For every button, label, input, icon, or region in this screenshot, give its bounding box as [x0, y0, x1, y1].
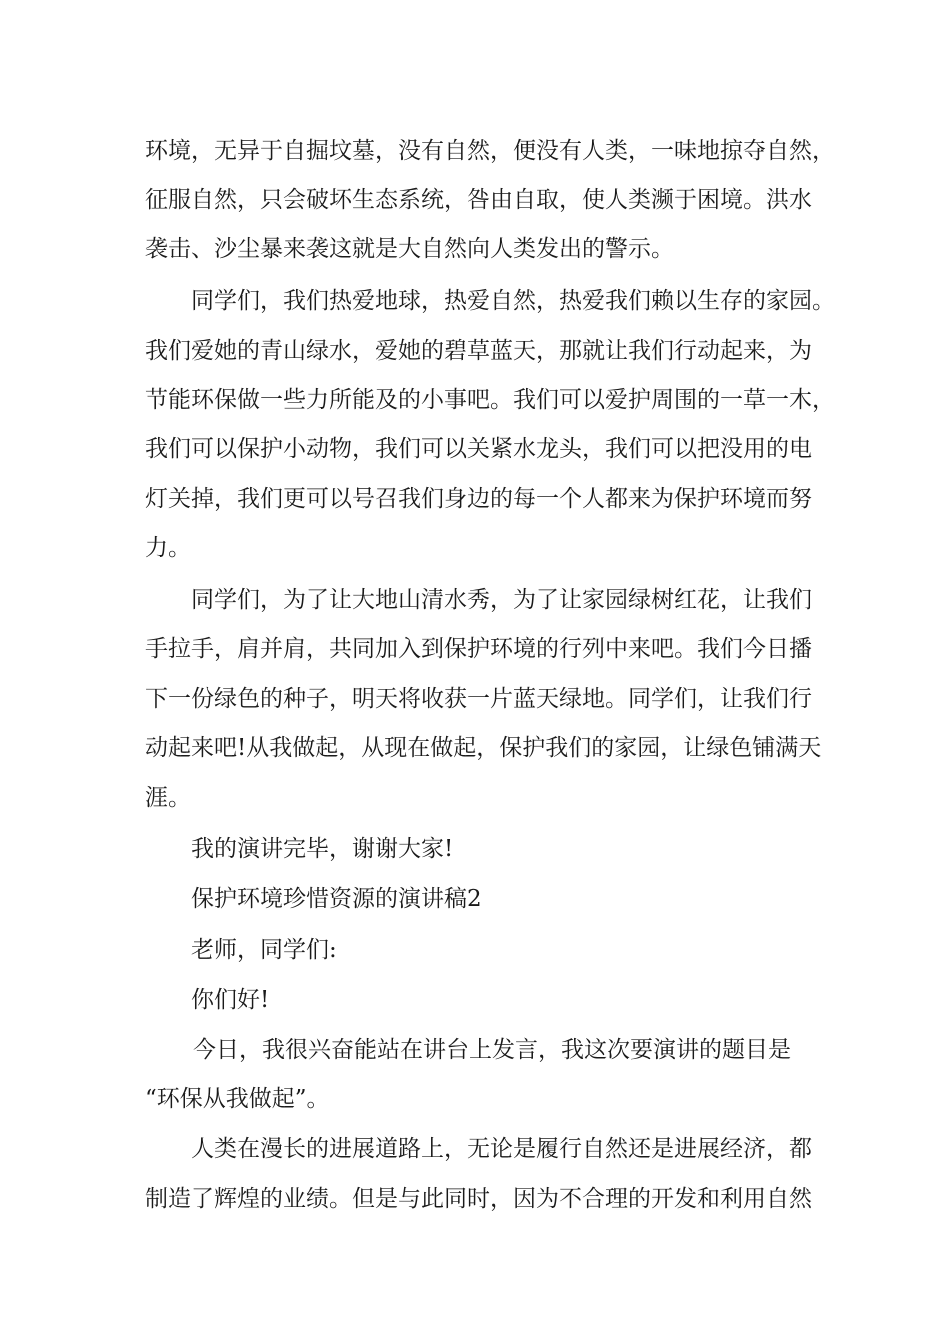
- text-line: 灯关掉，我们更可以号召我们身边的每一个人都来为保护环境而努: [145, 486, 812, 512]
- text-line: 征服自然，只会破坏生态系统，咎由自取，使人类濒于困境。洪水: [145, 187, 812, 213]
- text-line: 动起来吧!从我做起，从现在做起，保护我们的家园，让绿色铺满天: [145, 735, 822, 761]
- text-line: 袭击、沙尘暴来袭这就是大自然向人类发出的警示。: [145, 236, 674, 262]
- salutation: 老师，同学们:: [191, 937, 337, 963]
- text-line: 节能环保做一些力所能及的小事吧。我们可以爱护周围的一草一木，: [145, 387, 835, 413]
- text-line: 同学们，我们热爱地球，热爱自然，热爱我们赖以生存的家园。: [191, 288, 835, 314]
- text-line: 环境，无异于自掘坟墓，没有自然，便没有人类，一味地掠夺自然，: [145, 138, 835, 164]
- greeting: 你们好!: [191, 987, 270, 1013]
- text-line: 同学们，为了让大地山清水秀，为了让家园绿树红花，让我们: [191, 587, 812, 613]
- text-line: 我们可以保护小动物，我们可以关紧水龙头，我们可以把没用的电: [145, 436, 812, 462]
- text-line: 今日，我很兴奋能站在讲台上发言，我这次要演讲的题目是: [193, 1037, 791, 1063]
- text-line: 下一份绿色的种子，明天将收获一片蓝天绿地。同学们，让我们行: [145, 686, 812, 712]
- text-line: 我们爱她的青山绿水，爱她的碧草蓝天，那就让我们行动起来，为: [145, 338, 812, 364]
- text-line: 手拉手，肩并肩，共同加入到保护环境的行列中来吧。我们今日播: [145, 636, 812, 662]
- text-line: 人类在漫长的进展道路上，无论是履行自然还是进展经济，都: [191, 1136, 812, 1162]
- section-title: 保护环境珍惜资源的演讲稿2: [191, 886, 482, 912]
- closing-line: 我的演讲完毕，谢谢大家!: [191, 836, 454, 862]
- text-line: “环保从我做起”。: [145, 1086, 330, 1112]
- text-line: 制造了辉煌的业绩。但是与此同时，因为不合理的开发和利用自然: [145, 1186, 812, 1212]
- text-line: 涯。: [145, 785, 191, 811]
- text-line: 力。: [145, 535, 191, 561]
